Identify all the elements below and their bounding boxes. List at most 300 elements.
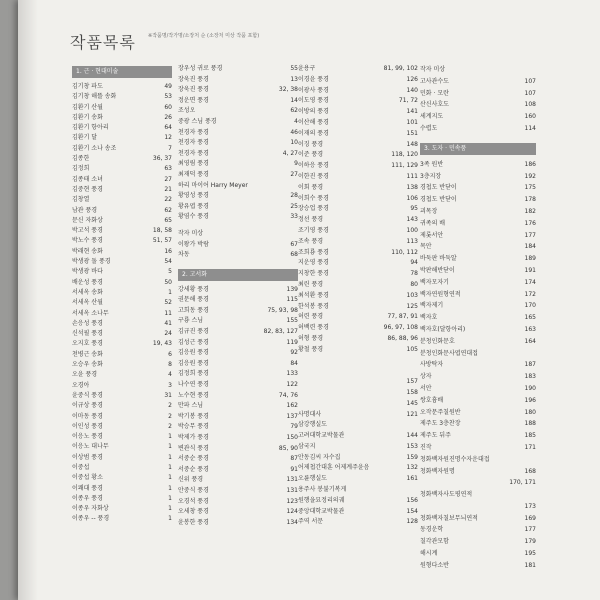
catalog-entry — [72, 442, 172, 452]
entry-page-number: 115 — [286, 296, 298, 304]
entry-title: 서세옥 산월 — [72, 299, 103, 307]
entry-title: 바둑판 바둑알 — [420, 255, 457, 263]
entry-page-number: 36, 37 — [152, 155, 172, 163]
entry-page-number: 175 — [524, 184, 536, 192]
entry-title: 이응노 풍경 — [72, 433, 103, 441]
entry-page-number: 111 — [406, 172, 418, 180]
catalog-entry — [298, 420, 418, 431]
entry-title: 천경자 풍경 — [178, 139, 209, 147]
entry-page-number: 143 — [406, 216, 418, 224]
catalog-entry — [298, 453, 418, 464]
entry-page-number: 74, 76 — [278, 391, 298, 399]
entry-title: 최영림 풍경 — [178, 160, 209, 168]
entry-page-number: 195 — [524, 550, 536, 558]
catalog-entry — [178, 159, 298, 170]
section-spacer — [420, 135, 536, 141]
entry-page-number: 1 — [168, 433, 172, 441]
entry-page-number: 185 — [524, 432, 536, 440]
catalog-entry — [178, 465, 298, 476]
catalog-entry — [420, 230, 536, 242]
entry-title: 원형다소반 — [420, 561, 449, 569]
catalog-entry — [178, 191, 298, 202]
catalog-entry — [298, 75, 418, 86]
entry-page-number: 64 — [164, 124, 172, 132]
entry-title: 안동김씨 자수집 — [298, 453, 341, 461]
catalog-entry — [72, 329, 172, 339]
entry-title: 삼강행실도 — [298, 421, 327, 429]
catalog-entry — [178, 138, 298, 149]
catalog-entry — [178, 433, 298, 444]
entry-page-number: 161 — [406, 475, 418, 483]
entry-title: 장욱진 풍경 — [178, 75, 209, 83]
entry-page-number: 170, 171 — [509, 479, 536, 487]
entry-page-number: 41 — [164, 319, 172, 327]
catalog-entry — [298, 129, 418, 140]
entry-page-number: 187 — [524, 361, 536, 369]
entry-title: 귀족의 배 — [420, 219, 446, 227]
entry-title: 천병근 송화 — [72, 350, 103, 358]
catalog-entry — [298, 474, 418, 485]
catalog-entry — [298, 269, 418, 280]
entry-title: 박승무 풍경 — [178, 423, 209, 431]
entry-title: 김환기 산월 — [72, 103, 103, 111]
catalog-entry — [298, 291, 418, 302]
entry-title: 김성근 풍경 — [178, 338, 209, 346]
entry-page-number: 158 — [406, 388, 418, 396]
catalog-entry — [72, 164, 172, 174]
entry-title: 사방탁자 — [420, 361, 444, 369]
catalog-entry — [298, 366, 418, 377]
catalog-entry — [298, 150, 418, 161]
catalog-entry — [178, 250, 298, 261]
entry-page-number: 173 — [524, 502, 536, 510]
entry-title: 구룡 스님 — [178, 317, 204, 325]
entry-page-number: 131 — [286, 486, 298, 494]
entry-title: 이경윤 풍경 — [298, 75, 329, 83]
entry-page-number: 2 — [168, 412, 172, 420]
entry-title: 황염수 풍경 — [178, 213, 209, 221]
entry-page-number: 10 — [290, 139, 298, 147]
entry-page-number: 103 — [406, 291, 418, 299]
entry-page-number: 153 — [406, 442, 418, 450]
entry-title: 이산해 풍경 — [298, 118, 329, 126]
entry-page-number: 11 — [164, 309, 172, 317]
catalog-entry — [298, 410, 418, 421]
entry-title: 고려대학교박물관 — [298, 432, 345, 440]
entry-page-number: 121 — [406, 410, 418, 418]
entry-page-number: 78 — [410, 270, 418, 278]
entry-title: 박고석 풍경 — [72, 227, 103, 235]
entry-title: 윤봉한 풍경 — [178, 518, 209, 526]
catalog-entry — [420, 501, 536, 513]
entry-page-number: 184 — [524, 243, 536, 251]
catalog-entry — [178, 285, 298, 296]
entry-page-number: 163 — [524, 325, 536, 333]
catalog-entry — [72, 339, 172, 349]
entry-page-number: 14 — [290, 96, 298, 104]
entry-page-number: 188 — [524, 420, 536, 428]
catalog-entry — [420, 524, 536, 536]
catalog-entry — [298, 517, 418, 528]
entry-title: 박제가 풍경 — [178, 434, 209, 441]
entry-title: 노수현 풍경 — [178, 391, 209, 399]
entry-title: 3층지장 — [420, 172, 442, 180]
entry-title: 장우성 귀로 풍경 — [178, 65, 223, 72]
catalog-entry — [298, 302, 418, 313]
entry-title: 동경운학 — [420, 526, 444, 534]
entry-page-number: 123 — [286, 497, 298, 505]
catalog-entry — [420, 395, 536, 407]
entry-page-number: 65 — [164, 216, 172, 224]
entry-page-number: 182 — [524, 207, 536, 215]
entry-page-number: 106 — [406, 194, 418, 202]
catalog-entry — [178, 212, 298, 223]
catalog-entry — [72, 484, 172, 494]
entry-title: 황영성 풍경 — [178, 192, 209, 200]
entry-title: 최재덕 풍경 — [178, 170, 209, 178]
entry-title: 조속 풍경 — [298, 237, 324, 245]
entry-title: 사명대사 — [298, 410, 322, 418]
entry-page-number: 85, 90 — [278, 444, 298, 452]
entry-title: 남관 풍경 — [72, 206, 98, 214]
entry-title: 이광사 풍경 — [298, 86, 329, 94]
catalog-entry — [298, 86, 418, 97]
entry-page-number: 4 — [294, 117, 298, 125]
entry-page-number: 132 — [406, 464, 418, 472]
entry-page-number: 164 — [524, 337, 536, 345]
catalog-entry — [420, 88, 536, 100]
catalog-entry — [298, 226, 418, 237]
entry-title: 이하응 풍경 — [298, 162, 329, 170]
entry-title: 김종태 소녀 — [72, 175, 103, 183]
catalog-entry — [298, 399, 418, 410]
entry-title: 장욱진 풍경 — [178, 86, 209, 94]
section-heading: 1. 근 · 현대미술 — [72, 66, 172, 78]
entry-page-number: 154 — [406, 507, 418, 515]
entry-page-number: 1 — [168, 443, 172, 451]
entry-page-number: 151 — [406, 129, 418, 137]
entry-page-number: 101 — [406, 118, 418, 126]
catalog-entry — [178, 181, 298, 192]
entry-page-number: 79 — [290, 423, 298, 431]
entry-title: 차동 — [178, 251, 190, 259]
entry-title: 박생광 바다 — [72, 268, 103, 276]
catalog-entry — [420, 371, 536, 383]
catalog-entry — [72, 309, 172, 319]
entry-title: 박판해반닫이 — [420, 266, 455, 274]
entry-title: 서안 — [420, 384, 432, 392]
entry-title: 목안 — [420, 243, 432, 251]
entry-title: 김환기 송화 — [72, 113, 103, 121]
entry-page-number: 82, 83, 127 — [263, 328, 298, 336]
entry-page-number: 171 — [524, 443, 536, 451]
catalog-entry — [72, 216, 172, 226]
catalog-entry — [178, 106, 298, 117]
entry-title: 이응노 대나무 — [72, 443, 109, 451]
catalog-entry — [178, 369, 298, 380]
entry-page-number: 52 — [164, 299, 172, 307]
catalog-entry — [72, 82, 172, 92]
entry-page-number: 189 — [524, 255, 536, 263]
entry-page-number: 177 — [524, 526, 536, 534]
catalog-page — [18, 0, 600, 600]
catalog-entry — [420, 407, 536, 419]
entry-title: 해시계 — [420, 550, 438, 558]
entry-title: 최석환 풍경 — [298, 291, 329, 299]
entry-page-number: 62 — [164, 206, 172, 214]
entry-page-number: 191 — [524, 266, 536, 274]
catalog-entry — [298, 507, 418, 518]
entry-page-number: 174 — [524, 278, 536, 286]
entry-title: 백자제기 — [420, 302, 444, 310]
entry-title: 황유엽 풍경 — [178, 202, 209, 210]
entry-title: 김창열 — [72, 196, 90, 204]
entry-page-number: 7 — [168, 144, 172, 152]
catalog-entry — [298, 237, 418, 248]
catalog-entry — [178, 327, 298, 338]
entry-page-number: 1 — [168, 505, 172, 513]
entry-title: 장승업 풍경 — [298, 205, 329, 213]
catalog-entry — [298, 96, 418, 107]
catalog-entry — [178, 391, 298, 402]
entry-title: 쌍호흉배 — [420, 396, 444, 404]
entry-page-number: 1 — [168, 484, 172, 492]
entry-page-number: 113 — [406, 237, 418, 245]
entry-title: 상자 — [420, 373, 432, 381]
entry-title: 강세황 풍경 — [178, 285, 209, 293]
catalog-entry — [298, 118, 418, 129]
entry-page-number: 33 — [290, 213, 298, 221]
catalog-entry — [298, 183, 418, 194]
entry-title: 정선 풍경 — [298, 216, 324, 224]
catalog-entry — [298, 140, 418, 151]
entry-title: 서중순 풍경 — [178, 465, 209, 473]
catalog-entry — [72, 391, 172, 401]
catalog-entry — [420, 194, 536, 206]
entry-title: 김정희 풍경 — [178, 370, 209, 378]
entry-page-number: 186 — [524, 160, 536, 168]
catalog-entry — [420, 536, 536, 548]
entry-title: 이규상 풍경 — [72, 402, 103, 410]
catalog-entry — [72, 175, 172, 185]
entry-title: 정운면 풍경 — [178, 96, 209, 104]
entry-title: 어제첩간대훈 어제계주윤음 — [298, 464, 370, 472]
entry-page-number: 1 — [168, 494, 172, 502]
entry-page-number: 95 — [410, 205, 418, 213]
catalog-entry — [420, 159, 536, 171]
catalog-entry — [298, 215, 418, 226]
entry-title: 조희룡 풍경 — [298, 248, 329, 256]
entry-page-number: 4, 27 — [282, 149, 298, 157]
catalog-entry — [298, 442, 418, 453]
entry-page-number: 1 — [168, 453, 172, 461]
catalog-entry — [298, 496, 418, 507]
catalog-entry — [72, 123, 172, 133]
entry-title: 세계지도 — [420, 113, 444, 121]
catalog-entry — [420, 64, 536, 76]
column-1 — [72, 64, 172, 525]
entry-page-number: 134 — [286, 518, 298, 526]
catalog-entry — [420, 206, 536, 218]
catalog-entry — [178, 338, 298, 349]
entry-title: 청화백자원명 — [420, 467, 455, 475]
catalog-entry — [178, 64, 298, 75]
entry-page-number: 84 — [290, 359, 298, 367]
entry-title: 이재의 풍경 — [298, 129, 329, 137]
entry-title: 분청인화문호 — [420, 337, 455, 345]
page-subtitle: ※작품명/작가명/소장처 순 (소장처 미상 작품 포함) — [148, 33, 260, 39]
catalog-entry — [72, 247, 172, 257]
entry-page-number: 179 — [524, 538, 536, 546]
catalog-entry — [298, 258, 418, 269]
catalog-entry — [178, 149, 298, 160]
entry-page-number: 12 — [164, 134, 172, 142]
entry-page-number: 155 — [286, 317, 298, 325]
column-2 — [178, 64, 298, 528]
entry-page-number: 49 — [164, 83, 172, 90]
catalog-entry — [420, 312, 536, 324]
entry-title: 하리 마이어 Harry Meyer — [178, 181, 248, 189]
entry-title: 천경자 풍경 — [178, 128, 209, 136]
entry-title: 제주도 뒤주 — [420, 432, 451, 440]
entry-page-number: 140 — [406, 86, 418, 94]
catalog-entry — [298, 377, 418, 388]
entry-page-number: 53 — [164, 93, 172, 101]
catalog-entry — [298, 312, 418, 323]
entry-page-number: 148 — [406, 140, 418, 148]
catalog-entry — [420, 182, 536, 194]
catalog-entry — [178, 497, 298, 508]
catalog-entry — [178, 117, 298, 128]
catalog-entry — [72, 133, 172, 143]
entry-title: 오경아 — [72, 381, 90, 389]
catalog-entry — [178, 96, 298, 107]
entry-page-number: 145 — [406, 399, 418, 407]
entry-page-number: 77, 87, 91 — [387, 313, 418, 321]
catalog-entry — [178, 75, 298, 86]
entry-title: 이종우 풍경 — [72, 494, 103, 502]
entry-title: 조기영 풍경 — [298, 226, 329, 234]
entry-page-number: 162 — [286, 402, 298, 410]
catalog-entry — [72, 494, 172, 504]
entry-title: 오륜행실도 — [298, 475, 327, 483]
entry-page-number: 81, 99, 102 — [383, 65, 418, 72]
catalog-entry — [178, 85, 298, 96]
catalog-entry — [420, 477, 536, 489]
section-spacer — [178, 261, 298, 267]
entry-title: 백자연원형연적 — [420, 290, 461, 298]
entry-title: 서세옥 소나무 — [72, 309, 109, 317]
catalog-entry — [72, 154, 172, 164]
page-fold-shadow — [18, 0, 38, 600]
entry-title: 이왕가 박람 — [178, 240, 209, 248]
entry-page-number: 165 — [524, 314, 536, 322]
entry-page-number: 141 — [406, 108, 418, 116]
entry-title: 오세창 풍경 — [178, 508, 209, 516]
catalog-entry — [420, 489, 536, 501]
catalog-entry — [420, 111, 536, 123]
catalog-entry — [420, 359, 536, 371]
catalog-entry — [72, 504, 172, 514]
entry-title: 문신 자화상 — [72, 216, 103, 224]
entry-title: 청화백자원진명수자운대접 — [420, 455, 490, 463]
entry-title: 신위 풍경 — [178, 476, 204, 484]
catalog-entry — [72, 267, 172, 277]
catalog-entry — [178, 229, 298, 240]
entry-page-number: 172 — [524, 290, 536, 298]
entry-page-number: 119 — [286, 338, 298, 346]
entry-page-number: 1 — [168, 288, 172, 296]
column-3 — [298, 64, 418, 528]
entry-title: 3족 원반 — [420, 160, 444, 168]
entry-page-number: 144 — [406, 432, 418, 440]
entry-title: 나수연 풍경 — [178, 381, 209, 389]
entry-page-number: 96, 97, 108 — [383, 324, 418, 332]
entry-title: 칠각관모함 — [420, 538, 449, 546]
catalog-entry — [420, 253, 536, 265]
entry-page-number: 150 — [286, 434, 298, 441]
entry-title: 산신사호도 — [420, 101, 449, 109]
entry-title: 박노수 풍경 — [72, 237, 103, 245]
entry-title: 김규진 풍경 — [178, 328, 209, 336]
entry-page-number: 108 — [524, 101, 536, 109]
catalog-entry — [72, 370, 172, 380]
entry-title: 한석봉 풍경 — [298, 302, 329, 310]
catalog-entry — [420, 418, 536, 430]
entry-title: 경첩도 반닫이 — [420, 184, 457, 192]
entry-title: 백자호 — [420, 314, 438, 322]
entry-title: 허련 풍경 — [298, 313, 324, 321]
entry-page-number: 118, 120 — [391, 151, 418, 159]
entry-title: 박기봉 풍경 — [178, 412, 209, 420]
entry-title: 만파 스님 — [178, 402, 204, 410]
catalog-entry — [298, 204, 418, 215]
entry-title: 서세옥 송화 — [72, 288, 103, 296]
catalog-entry — [178, 454, 298, 465]
entry-page-number: 22 — [164, 196, 172, 204]
catalog-entry — [178, 128, 298, 139]
catalog-entry — [72, 92, 172, 102]
entry-title: 중앙대학교박물관 — [298, 507, 345, 515]
entry-page-number: 1 — [168, 474, 172, 482]
entry-title: 고사관수도 — [420, 77, 449, 85]
entry-title: 김기창 파도 — [72, 83, 103, 90]
catalog-entry — [72, 257, 172, 267]
entry-page-number: 105 — [406, 345, 418, 353]
entry-page-number: 63 — [164, 165, 172, 173]
entry-page-number: 196 — [524, 396, 536, 404]
entry-page-number: 100 — [406, 226, 418, 234]
entry-title: 김환기 항아리 — [72, 124, 109, 132]
entry-title: 제롯서안 — [420, 231, 444, 239]
entry-title: 이징 풍경 — [298, 140, 324, 148]
catalog-entry — [72, 473, 172, 483]
catalog-entry — [178, 507, 298, 518]
entry-title: 지창한 풍경 — [298, 270, 329, 278]
entry-page-number: 28 — [290, 192, 298, 200]
catalog-entry — [298, 194, 418, 205]
entry-page-number: 5 — [168, 268, 172, 276]
entry-title: 주역 서문 — [298, 518, 324, 526]
page-title: 작품목록 — [70, 33, 136, 52]
catalog-entry — [178, 475, 298, 486]
entry-title: 허백련 풍경 — [298, 324, 329, 332]
catalog-entry — [298, 485, 418, 496]
catalog-entry — [178, 412, 298, 423]
catalog-entry — [420, 548, 536, 560]
entry-page-number: 32, 38 — [278, 86, 298, 94]
catalog-entry — [298, 345, 418, 356]
